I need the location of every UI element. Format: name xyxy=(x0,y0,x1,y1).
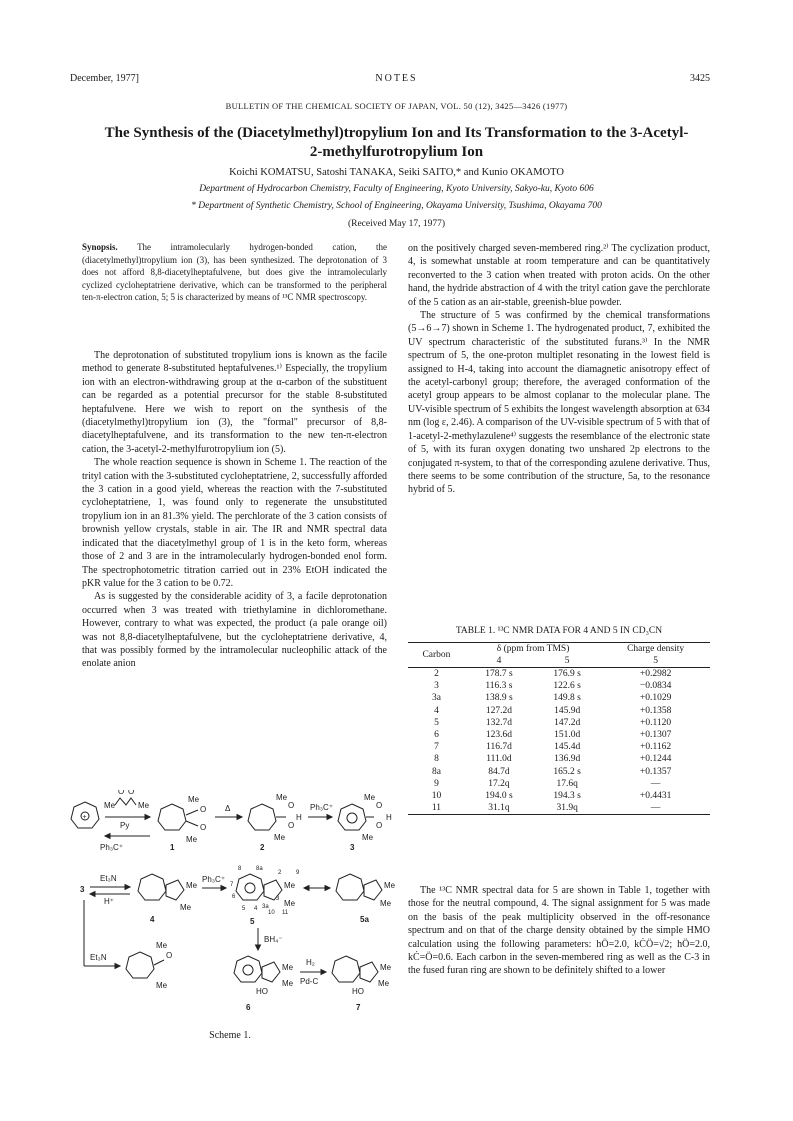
table-cell-d5: 31.9q xyxy=(556,803,578,814)
atom-number: 2 xyxy=(278,870,282,876)
reagent-acid: H⁺ xyxy=(104,897,114,906)
reagent-py: Py xyxy=(120,821,130,830)
compound-label-3-ref: 3 xyxy=(80,885,85,894)
table-cell-d5: 17.6q xyxy=(556,778,578,789)
diacetylmethane-reagent xyxy=(104,790,150,810)
atom-number: 5 xyxy=(242,906,246,912)
table-cell-d5: 122.6 s xyxy=(553,681,581,692)
me-label: Me xyxy=(104,801,116,810)
me-label: Me xyxy=(378,979,390,988)
paragraph: The ¹³C NMR spectral data for 5 are shown in Table 1, together with those for the neutral compound, 4. The signal assignment for 5 was made on the basis of the peak multiplicity observed in the off-resonance spectrum and on that of the charge density obtained by the simple HMO calculation using the following parameters: hÖ=2.0, kĊÖ=√2; hÖ=2.0, kĊ=Ö=0.6. Each carbon in the seven-membered ring as well as the C-3 in the fused furan ring are shown to be definitely shifted to a lower xyxy=(408,885,710,977)
me-label: Me xyxy=(384,881,396,890)
ho-label: HO xyxy=(352,987,364,996)
atom-number: 8 xyxy=(238,866,242,872)
reagent-et3n: Et₃N xyxy=(90,953,107,962)
reagent-heat: Δ xyxy=(225,804,231,813)
left-column xyxy=(82,349,387,671)
paragraph: The structure of 5 was confirmed by the chemical transformations (5→6→7) shown in Scheme 1. The hydrogenated product, 7, exhibited the UV spectrum characteristic of the substituted furans.³⁾ In the NMR spectrum of 5, the one-proton multiplet resonating in the lowest field is assigned to H-4, taking into account the diamagnetic anisotropy effect of the acetyl-carbonyl group; therefore, the averaged conformation of the acetyl group appears to be almost coplanar to the molecular plane. The UV-visible spectrum of 5 exhibits the longest wavelength absorption at 634 nm (log ε, 2.46). A comparison of the UV-visible spectrum of 5 with that of 1-acetyl-2-methylazulene⁴⁾ suggests the resemblance of the electronic state of 5, with its furan oxygen donating two unshared 2p electrons to the conjugated π-system, to that of the corresponding azulene derivative. Thus, there seems to be some contribution of the structure, 5a, to the resonance hybrid of 5. xyxy=(408,310,710,496)
arrowhead xyxy=(125,885,130,890)
me-label: Me xyxy=(274,833,286,842)
table-cell-d4: 123.6d xyxy=(485,730,513,741)
arrowhead xyxy=(321,970,326,975)
o-label: O xyxy=(376,821,383,830)
table-cell-d4: 116.7d xyxy=(486,742,512,753)
paragraph: As is suggested by the considerable acidity of 3, a facile deprotonation occurred when 3 was treated with triethylamine in dichloromethane. However, contrary to what was expected, the product (a pale orange oil) was not 8,8-diacetylheptafulvene, but the cycloheptatriene derivative, 4, that was possibly formed by the intramolecular nucleophilic attack of the enolate anion xyxy=(82,591,387,670)
nmr-table xyxy=(408,642,710,815)
table-cell-q: +0.2982 xyxy=(639,669,672,680)
atom-number: 9 xyxy=(296,870,300,876)
table-cell-c: 8a xyxy=(431,766,441,777)
o-label: O xyxy=(200,805,207,814)
compound-3-structure xyxy=(338,793,392,842)
compound-label-5a: 5a xyxy=(360,915,369,924)
reagent-et3n: Et₃N xyxy=(100,874,117,883)
table-cell-q: +0.1029 xyxy=(639,693,672,704)
arrowhead xyxy=(221,886,226,891)
synopsis-text: The intramolecularly hydrogen-bonded cation, the (diacetylmethyl)tropylium ion (3), has been synthesized. The deprotonation of 3 does not afford 8,8-diacetylheptafulvene, but does give the intramolecularly cyclized cycloheptatriene derivative, which can be transformed to the peripheral ten-π-electron cation, 5; 5 is characterized by means of ¹³C NMR spectroscopy. xyxy=(82,242,387,303)
received-date: (Received May 17, 1977) xyxy=(347,219,446,229)
o-label: O xyxy=(288,821,295,830)
arrowhead xyxy=(90,892,95,897)
table-cell-c: 8 xyxy=(434,754,439,765)
o-label: O xyxy=(166,951,173,960)
paragraph: The deprotonation of substituted tropylium ions is known as the facile method to generate 8-substituted heptafulvenes.¹⁾ Especially, the tropylium ion with an electron-withdrawing group at the α-carbon of the substituent can be regarded as a potential precursor for the stable 8-substituted heptafulvene. Here we wish to report on the synthesis of the (diacetylmethyl)tropylium ion (3), the "formal" precursor of 8,8-diacetylheptafulvene, and its transformation to the new ten-π-electron cation, the 3-acetyl-2-methylfurotropylium ion (5). xyxy=(82,350,387,455)
me-label: Me xyxy=(186,835,198,844)
compound-2-structure xyxy=(248,793,302,842)
table-cell-c: 9 xyxy=(434,778,439,789)
table-cell-d4: 127.2d xyxy=(485,705,513,716)
table-cell-d4: 17.2q xyxy=(488,778,510,789)
table-cell-c: 6 xyxy=(434,730,439,741)
arrowhead xyxy=(304,886,309,891)
reagent-trityl: Ph₃C⁺ xyxy=(310,803,334,812)
table-caption: TABLE 1. ¹³C NMR DATA FOR 4 AND 5 IN CD₃CN xyxy=(455,626,663,636)
me-label: Me xyxy=(188,795,200,804)
table-row xyxy=(408,692,710,704)
paragraph: on the positively charged seven-membered ring.²⁾ The cyclization product, 4, is somewhat unstable at room temperature and can be quantitatively reconverted to the 3 cation when treated with proton acids. On the other hand, the hydride abstraction of 4 with the trityl cation gave the perchlorate of the 5 cation as an air-stable, greenish-blue powder. xyxy=(408,243,710,308)
atom-number: 4 xyxy=(254,906,258,912)
table-cell-d5: 145.9d xyxy=(554,705,581,716)
me-label: Me xyxy=(362,833,374,842)
table-cell-d5: 136.9d xyxy=(554,754,581,765)
me-label: Me xyxy=(138,801,150,810)
atom-number: 3a xyxy=(262,904,269,910)
table-row xyxy=(408,778,710,790)
affiliation-2: * Department of Synthetic Chemistry, School of Engineering, Okayama University, Tsushima, Okayama 700 xyxy=(191,201,602,211)
compound-label-7: 7 xyxy=(356,1003,361,1012)
compound-label-2: 2 xyxy=(260,843,265,852)
table-row xyxy=(408,741,710,753)
table-cell-q: +0.1162 xyxy=(640,742,672,753)
table-cell-q: +0.1120 xyxy=(640,717,672,728)
col-carbon: Carbon xyxy=(422,650,451,660)
table-cell-d4: 31.1q xyxy=(488,803,510,814)
reagent-h2: H₂ xyxy=(306,958,315,967)
atom-number: 7 xyxy=(230,882,234,888)
col-delta: δ (ppm from TMS) xyxy=(496,644,570,654)
compound-label-3: 3 xyxy=(350,843,355,852)
compound-4-structure xyxy=(138,874,198,912)
synopsis-label: Synopsis. xyxy=(82,242,118,252)
atom-number: 3 xyxy=(276,896,280,902)
table-cell-c: 4 xyxy=(434,705,439,716)
me-label: Me xyxy=(364,793,376,802)
table-cell-c: 11 xyxy=(431,803,442,814)
table-row xyxy=(408,680,710,692)
arrowhead xyxy=(145,815,150,820)
col-sub-5: 5 xyxy=(564,656,570,666)
me-label: Me xyxy=(180,903,192,912)
h-label: H xyxy=(296,813,302,822)
table-cell-d4: 194.0 s xyxy=(485,790,513,801)
col-charge: Charge density xyxy=(627,644,685,654)
right-column xyxy=(408,242,710,497)
o-label: O xyxy=(128,790,135,796)
journal-citation: BULLETIN OF THE CHEMICAL SOCIETY OF JAPAN, VOL. 50 (12), 3425—3426 (1977) xyxy=(225,101,568,111)
o-label: O xyxy=(118,790,125,796)
right-column-continued xyxy=(408,884,710,978)
reagent-pdc: Pd-C xyxy=(300,977,319,986)
table-cell-c: 2 xyxy=(434,669,439,680)
table-cell-c: 3 xyxy=(434,681,439,692)
table-cell-d4: 111.0d xyxy=(486,754,512,765)
reagent-trityl: Ph₃C⁺ xyxy=(100,843,124,852)
arrowhead xyxy=(327,815,332,820)
running-section: NOTES xyxy=(375,73,418,84)
table-row xyxy=(408,729,710,741)
article-title: The Synthesis of the (Diacetylmethyl)tropylium Ion and Its Transformation to the 3-Acetyl-2-methylfurotropylium Ion xyxy=(104,125,689,160)
compound-cyclized-structure xyxy=(126,941,172,990)
me-label: Me xyxy=(276,793,288,802)
compound-5-structure xyxy=(230,866,300,916)
table-cell-c: 10 xyxy=(431,790,442,801)
running-date: December, 1977] xyxy=(70,73,140,84)
table-cell-d4: 178.7 s xyxy=(485,669,513,680)
atom-number: 6 xyxy=(232,894,236,900)
o-label: O xyxy=(288,801,295,810)
table-cell-d5: 145.4d xyxy=(554,742,581,753)
me-label: Me xyxy=(380,963,392,972)
table-cell-q: +0.1244 xyxy=(639,754,672,765)
table-cell-d5: 147.2d xyxy=(554,717,581,728)
compound-label-5: 5 xyxy=(250,917,255,926)
compound-label-4: 4 xyxy=(150,915,155,924)
table-row xyxy=(408,668,710,681)
o-label: O xyxy=(200,823,207,832)
compound-label-1: 1 xyxy=(170,843,175,852)
synopsis xyxy=(82,241,387,304)
me-label: Me xyxy=(284,899,296,908)
table-cell-q: −0.0834 xyxy=(639,681,672,692)
arrowhead xyxy=(325,886,330,891)
svg-text:+: + xyxy=(82,814,87,821)
compound-7-structure xyxy=(332,956,392,996)
table-cell-d5: 151.0d xyxy=(554,730,581,741)
atom-number: 8a xyxy=(256,866,263,872)
paragraph: The whole reaction sequence is shown in Scheme 1. The reaction of the trityl cation with the 3-substituted cycloheptatriene, 2, successfully afforded the 3 cation in a good yield, whereas the reaction with the 7-substituted cycloheptatriene, 1, was found only to regenerate the unsubstituted tropylium ion in an 81.3% yield. The perchlorate of the 3 cation consists of brownish yellow crystals, stable in air. The IR and NMR spectral data indicated that the diacetylmethyl group of 1 is in the keto form, whereas those of 2 and 3 are in the intramolecularly hydrogen-bonded enol form. The spectrophotometric titration carried out in 23% EtOH indicated the pKR value for the 3 cation to be 0.72. xyxy=(82,457,387,589)
reagent-borohydride: BH₄⁻ xyxy=(264,935,283,944)
table-row xyxy=(408,753,710,765)
table-row xyxy=(408,790,710,802)
table-cell-d5: 194.3 s xyxy=(553,790,581,801)
table-cell-c: 3a xyxy=(431,693,441,704)
table-cell-c: 7 xyxy=(434,742,439,753)
table-cell-d4: 138.9 s xyxy=(485,693,513,704)
table-cell-d5: 149.8 s xyxy=(553,693,581,704)
table-row xyxy=(408,705,710,717)
arrowhead xyxy=(105,834,110,839)
table-row xyxy=(408,766,710,778)
table-row xyxy=(408,802,710,815)
table-cell-q: +0.1307 xyxy=(639,730,672,741)
ho-label: HO xyxy=(256,987,268,996)
scheme-caption: Scheme 1. xyxy=(209,1030,251,1041)
me-label: Me xyxy=(186,881,198,890)
compound-6-structure xyxy=(234,956,294,996)
table-cell-d4: 132.7d xyxy=(485,717,513,728)
atom-number: 11 xyxy=(282,910,289,916)
table-cell-d4: 84.7d xyxy=(488,766,510,777)
table-cell-q: — xyxy=(650,778,661,789)
me-label: Me xyxy=(156,981,168,990)
table-cell-d4: 116.3 s xyxy=(485,681,513,692)
page-number: 3425 xyxy=(690,73,710,84)
me-label: Me xyxy=(380,899,392,908)
arrowhead xyxy=(256,945,261,950)
table-cell-d5: 176.9 s xyxy=(553,669,581,680)
compound-label-6: 6 xyxy=(246,1003,251,1012)
arrowhead xyxy=(237,815,242,820)
col-sub-4: 4 xyxy=(496,656,502,666)
reagent-trityl: Ph₃C⁺ xyxy=(202,875,226,884)
atom-number: 10 xyxy=(268,910,275,916)
affiliation-1: Department of Hydrocarbon Chemistry, Faculty of Engineering, Kyoto University, Sakyo-ku, Kyoto 606 xyxy=(199,184,594,194)
table-cell-q: +0.4431 xyxy=(639,790,672,801)
table-cell-q: — xyxy=(650,803,661,814)
col-sub-charge-5: 5 xyxy=(653,656,658,666)
authors: Koichi KOMATSU, Satoshi TANAKA, Seiki SAITO,* and Kunio OKAMOTO xyxy=(229,167,564,178)
me-label: Me xyxy=(282,979,294,988)
reaction-scheme xyxy=(60,790,400,1030)
table-cell-q: +0.1358 xyxy=(639,705,672,716)
tropylium-ion-structure xyxy=(71,802,99,828)
table-cell-d5: 165.2 s xyxy=(553,766,581,777)
table-row xyxy=(408,717,710,729)
me-label: Me xyxy=(282,963,294,972)
table-cell-c: 5 xyxy=(434,717,439,728)
compound-1-structure xyxy=(158,795,206,844)
arrowhead xyxy=(115,964,120,969)
h-label: H xyxy=(386,813,392,822)
o-label: O xyxy=(376,801,383,810)
compound-5a-structure xyxy=(336,874,396,908)
me-label: Me xyxy=(156,941,168,950)
me-label: Me xyxy=(284,881,296,890)
table-cell-q: +0.1357 xyxy=(639,766,672,777)
